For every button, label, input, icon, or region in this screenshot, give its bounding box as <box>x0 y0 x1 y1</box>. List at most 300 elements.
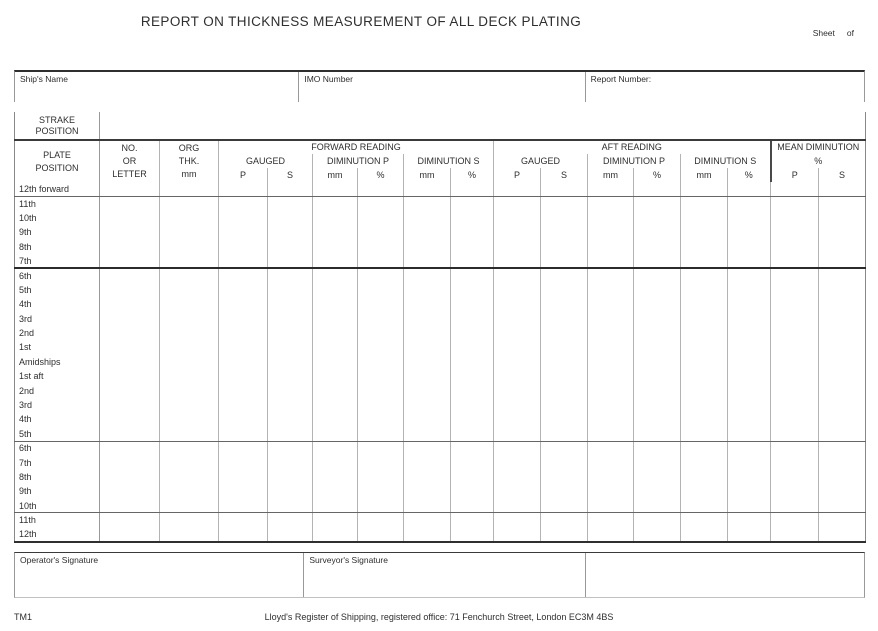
measurement-cell <box>819 513 866 527</box>
measurement-cell <box>219 268 268 282</box>
measurement-cell <box>358 470 404 484</box>
measurement-cell <box>494 427 541 441</box>
subheader-forward-gauged: GAUGED <box>219 154 313 168</box>
measurement-cell <box>268 312 313 326</box>
measurement-cell <box>160 383 219 397</box>
form-code: TM1 <box>14 612 32 622</box>
measurement-cell <box>451 182 494 196</box>
measurement-cell <box>404 182 451 196</box>
measurement-cell <box>404 283 451 297</box>
measurement-cell <box>819 283 866 297</box>
row-label: 9th <box>15 225 100 239</box>
measurement-cell <box>358 427 404 441</box>
measurement-cell <box>404 240 451 254</box>
measurement-cell <box>771 355 819 369</box>
measurement-cell <box>634 355 681 369</box>
measurement-cell <box>819 312 866 326</box>
measurement-cell <box>358 225 404 239</box>
measurement-cell <box>313 455 358 469</box>
measurement-cell <box>404 441 451 455</box>
measurement-cell <box>588 326 634 340</box>
row-label: 3rd <box>15 312 100 326</box>
measurement-cell <box>313 297 358 311</box>
measurement-cell <box>541 455 588 469</box>
measurement-cell <box>494 196 541 210</box>
unit-p: P <box>219 168 268 182</box>
measurement-cell <box>771 240 819 254</box>
measurement-cell <box>219 412 268 426</box>
measurement-cell <box>771 297 819 311</box>
measurement-cell <box>100 196 160 210</box>
measurement-cell <box>588 340 634 354</box>
measurement-cell <box>100 182 160 196</box>
measurement-cell <box>358 297 404 311</box>
measurement-cell <box>771 268 819 282</box>
measurement-cell <box>160 455 219 469</box>
table-row <box>15 527 866 541</box>
measurement-cell <box>728 441 771 455</box>
measurement-cell <box>681 268 728 282</box>
strake-position-empty-cell <box>100 112 866 140</box>
measurement-cell <box>268 211 313 225</box>
measurement-cell <box>404 268 451 282</box>
unit-mm: mm <box>404 168 451 182</box>
measurement-cell <box>219 211 268 225</box>
measurement-cell <box>541 355 588 369</box>
measurement-cell <box>588 412 634 426</box>
measurement-cell <box>634 484 681 498</box>
measurement-cell <box>268 513 313 527</box>
measurement-cell <box>268 412 313 426</box>
of-label: of <box>846 28 854 38</box>
measurement-cell <box>404 513 451 527</box>
measurement-cell <box>313 240 358 254</box>
measurement-cell <box>268 254 313 268</box>
measurement-cell <box>819 499 866 513</box>
measurement-cell <box>219 441 268 455</box>
measurement-cell <box>588 369 634 383</box>
measurement-cell <box>358 398 404 412</box>
measurement-cell <box>634 268 681 282</box>
measurement-cell <box>681 441 728 455</box>
measurement-cell <box>494 326 541 340</box>
measurement-cell <box>268 499 313 513</box>
subheader-aft-diminution-p: DIMINUTION P <box>588 154 681 168</box>
measurement-cell <box>100 499 160 513</box>
measurement-cell <box>268 283 313 297</box>
row-label: 11th <box>15 196 100 210</box>
measurement-cell <box>728 312 771 326</box>
measurement-cell <box>728 412 771 426</box>
unit-p: P <box>771 168 819 182</box>
measurement-cell <box>451 326 494 340</box>
measurement-cell <box>160 240 219 254</box>
page-title: REPORT ON THICKNESS MEASUREMENT OF ALL DECK PLATING <box>140 14 582 29</box>
measurement-cell <box>451 499 494 513</box>
measurement-cell <box>634 240 681 254</box>
col-header-no-or-letter: NO. OR LETTER <box>100 140 160 182</box>
table-row <box>15 513 866 527</box>
subheader-forward-diminution-p: DIMINUTION P <box>313 154 404 168</box>
measurement-cell <box>771 427 819 441</box>
measurement-cell <box>681 412 728 426</box>
measurement-cell <box>160 398 219 412</box>
ships-name-field <box>15 72 298 102</box>
measurement-cell <box>771 182 819 196</box>
table-row <box>15 369 866 383</box>
measurement-cell <box>100 369 160 383</box>
measurement-cell <box>100 513 160 527</box>
measurement-cell <box>819 412 866 426</box>
measurement-cell <box>819 225 866 239</box>
measurement-cell <box>494 254 541 268</box>
measurement-cell <box>728 484 771 498</box>
measurement-cell <box>100 283 160 297</box>
measurement-cell <box>219 355 268 369</box>
measurement-cell <box>541 527 588 541</box>
unit-pct: % <box>358 168 404 182</box>
measurement-cell <box>219 340 268 354</box>
measurement-cell <box>681 182 728 196</box>
measurement-cell <box>681 312 728 326</box>
table-row <box>15 240 866 254</box>
measurement-cell <box>100 312 160 326</box>
unit-s: S <box>819 168 866 182</box>
sheet-of <box>813 28 854 38</box>
measurement-cell <box>160 484 219 498</box>
measurement-cell <box>100 441 160 455</box>
measurement-cell <box>819 182 866 196</box>
measurement-cell <box>588 513 634 527</box>
measurement-cell <box>160 211 219 225</box>
measurement-cell <box>771 441 819 455</box>
measurement-cell <box>313 427 358 441</box>
row-label: 3rd <box>15 398 100 412</box>
measurement-cell <box>728 340 771 354</box>
measurement-cell <box>404 427 451 441</box>
measurement-cell <box>634 182 681 196</box>
row-label: 8th <box>15 470 100 484</box>
measurement-cell <box>219 499 268 513</box>
table-row <box>15 297 866 311</box>
measurement-cell <box>541 427 588 441</box>
measurement-cell <box>404 383 451 397</box>
unit-mm: mm <box>313 168 358 182</box>
row-label: 10th <box>15 211 100 225</box>
measurement-cell <box>681 369 728 383</box>
measurement-cell <box>819 369 866 383</box>
measurement-cell <box>268 470 313 484</box>
subheader-aft-gauged: GAUGED <box>494 154 588 168</box>
table-row <box>15 312 866 326</box>
table-row <box>15 412 866 426</box>
subheader-forward-diminution-s: DIMINUTION S <box>404 154 494 168</box>
measurement-cell <box>451 427 494 441</box>
measurement-cell <box>771 398 819 412</box>
measurement-cell <box>100 355 160 369</box>
measurement-cell <box>541 340 588 354</box>
measurement-cell <box>634 340 681 354</box>
measurement-cell <box>358 312 404 326</box>
measurement-cell <box>268 196 313 210</box>
measurement-cell <box>451 240 494 254</box>
measurement-cell <box>819 268 866 282</box>
measurement-cell <box>588 297 634 311</box>
measurement-cell <box>268 182 313 196</box>
measurement-cell <box>451 340 494 354</box>
measurement-cell <box>634 499 681 513</box>
measurement-cell <box>313 398 358 412</box>
measurement-cell <box>728 427 771 441</box>
measurement-cell <box>681 326 728 340</box>
signature-box <box>14 552 865 598</box>
measurement-cell <box>541 326 588 340</box>
measurement-cell <box>268 340 313 354</box>
group-header-aft-reading: AFT READING <box>494 140 771 154</box>
measurement-cell <box>681 470 728 484</box>
measurement-cell <box>268 297 313 311</box>
measurement-cell <box>404 211 451 225</box>
measurement-cell <box>681 427 728 441</box>
table-row <box>15 398 866 412</box>
measurement-cell <box>160 369 219 383</box>
measurement-cell <box>358 211 404 225</box>
measurement-cell <box>358 484 404 498</box>
measurement-cell <box>358 412 404 426</box>
measurement-cell <box>451 383 494 397</box>
measurement-cell <box>268 225 313 239</box>
measurement-cell <box>313 484 358 498</box>
measurement-cell <box>728 527 771 541</box>
col-header-org-thk: ORG THK. mm <box>160 140 219 182</box>
measurement-cell <box>681 355 728 369</box>
row-label: 6th <box>15 441 100 455</box>
measurement-cell <box>681 499 728 513</box>
report-number-label: Report Number: <box>590 74 652 84</box>
measurement-cell <box>313 196 358 210</box>
measurement-cell <box>634 297 681 311</box>
measurement-cell <box>771 513 819 527</box>
measurement-cell <box>358 513 404 527</box>
measurement-cell <box>588 268 634 282</box>
measurement-cell <box>588 484 634 498</box>
table-row <box>15 340 866 354</box>
measurement-cell <box>451 297 494 311</box>
measurement-cell <box>728 254 771 268</box>
measurement-cell <box>100 527 160 541</box>
measurement-cell <box>588 312 634 326</box>
measurement-cell <box>358 340 404 354</box>
measurement-cell <box>771 455 819 469</box>
sheet-label: Sheet <box>812 28 835 38</box>
measurement-cell <box>819 527 866 541</box>
measurement-cell <box>819 297 866 311</box>
measurement-cell <box>771 383 819 397</box>
measurement-cell <box>219 484 268 498</box>
measurement-cell <box>404 340 451 354</box>
row-label: 5th <box>15 427 100 441</box>
row-label: 8th <box>15 240 100 254</box>
measurement-cell <box>160 283 219 297</box>
measurement-cell <box>313 312 358 326</box>
measurement-cell <box>160 513 219 527</box>
measurement-cell <box>404 326 451 340</box>
measurement-cell <box>541 268 588 282</box>
measurement-cell <box>771 412 819 426</box>
measurement-cell <box>313 355 358 369</box>
measurement-cell <box>160 312 219 326</box>
measurement-cell <box>160 254 219 268</box>
row-label: 6th <box>15 268 100 282</box>
measurement-cell <box>219 398 268 412</box>
subheader-mean-percent: % <box>771 154 866 168</box>
measurement-cell <box>160 182 219 196</box>
measurement-cell <box>160 297 219 311</box>
measurement-cell <box>728 499 771 513</box>
measurement-cell <box>541 369 588 383</box>
operator-signature-field <box>15 553 303 597</box>
measurement-cell <box>588 470 634 484</box>
measurement-cell <box>313 340 358 354</box>
measurement-cell <box>728 196 771 210</box>
row-label: 12th <box>15 527 100 541</box>
measurement-cell <box>819 398 866 412</box>
measurement-cell <box>404 196 451 210</box>
row-label: 12th forward <box>15 182 100 196</box>
measurement-cell <box>160 499 219 513</box>
table-row <box>15 211 866 225</box>
group-header-forward-reading: FORWARD READING <box>219 140 494 154</box>
measurement-cell <box>728 455 771 469</box>
measurement-cell <box>451 513 494 527</box>
measurement-cell <box>100 225 160 239</box>
table-row <box>15 484 866 498</box>
measurement-cell <box>494 470 541 484</box>
measurement-cell <box>494 455 541 469</box>
report-number-field <box>585 72 864 102</box>
measurement-cell <box>219 297 268 311</box>
measurement-cell <box>494 412 541 426</box>
measurement-cell <box>541 297 588 311</box>
measurement-cell <box>681 383 728 397</box>
row-label: 2nd <box>15 326 100 340</box>
measurement-cell <box>819 340 866 354</box>
measurement-cell <box>268 484 313 498</box>
measurement-cell <box>219 383 268 397</box>
measurement-cell <box>358 355 404 369</box>
measurement-cell <box>728 470 771 484</box>
measurement-cell <box>451 211 494 225</box>
measurement-cell <box>268 240 313 254</box>
measurement-cell <box>728 369 771 383</box>
measurement-cell <box>588 499 634 513</box>
measurement-cell <box>634 283 681 297</box>
measurement-cell <box>451 312 494 326</box>
measurement-cell <box>404 312 451 326</box>
measurement-cell <box>404 254 451 268</box>
measurement-cell <box>728 268 771 282</box>
measurement-cell <box>358 499 404 513</box>
measurement-cell <box>588 441 634 455</box>
measurement-cell <box>219 283 268 297</box>
measurement-cell <box>728 383 771 397</box>
measurement-cell <box>728 513 771 527</box>
surveyor-signature-label: Surveyor's Signature <box>309 555 388 565</box>
measurement-cell <box>358 283 404 297</box>
measurement-cell <box>219 470 268 484</box>
row-label: Amidships <box>15 355 100 369</box>
measurement-cell <box>541 383 588 397</box>
measurement-cell <box>451 441 494 455</box>
measurement-cell <box>100 383 160 397</box>
measurement-cell <box>634 455 681 469</box>
measurement-cell <box>728 182 771 196</box>
measurement-cell <box>219 196 268 210</box>
measurement-cell <box>219 312 268 326</box>
measurement-cell <box>358 527 404 541</box>
unit-pct: % <box>728 168 771 182</box>
measurement-cell <box>588 355 634 369</box>
measurement-cell <box>160 326 219 340</box>
unit-mm: mm <box>588 168 634 182</box>
measurement-cell <box>494 340 541 354</box>
table-row <box>15 499 866 513</box>
unit-pct: % <box>451 168 494 182</box>
measurement-cell <box>358 196 404 210</box>
measurement-cell <box>588 283 634 297</box>
measurement-cell <box>313 441 358 455</box>
group-header-mean-diminution: MEAN DIMINUTION <box>771 140 866 154</box>
measurement-cell <box>219 225 268 239</box>
measurement-cell <box>404 225 451 239</box>
measurement-cell <box>588 398 634 412</box>
measurement-cell <box>541 254 588 268</box>
row-label: 5th <box>15 283 100 297</box>
measurement-cell <box>313 470 358 484</box>
measurement-cell <box>541 484 588 498</box>
measurement-cell <box>494 182 541 196</box>
measurement-cell <box>771 196 819 210</box>
measurement-cell <box>494 513 541 527</box>
measurement-cell <box>268 383 313 397</box>
measurement-cell <box>819 326 866 340</box>
measurement-cell <box>160 196 219 210</box>
table-row <box>15 182 866 196</box>
table-row <box>15 326 866 340</box>
measurement-cell <box>634 312 681 326</box>
measurement-cell <box>681 455 728 469</box>
measurement-cell <box>541 470 588 484</box>
measurement-cell <box>494 441 541 455</box>
measurement-cell <box>819 484 866 498</box>
measurement-cell <box>219 513 268 527</box>
measurement-cell <box>219 326 268 340</box>
measurement-cell <box>404 369 451 383</box>
measurement-cell <box>451 268 494 282</box>
measurement-cell <box>268 369 313 383</box>
measurement-cell <box>160 427 219 441</box>
table-row <box>15 441 866 455</box>
unit-p: P <box>494 168 541 182</box>
measurement-cell <box>313 527 358 541</box>
measurement-cell <box>634 326 681 340</box>
measurement-cell <box>771 312 819 326</box>
measurement-cell <box>819 355 866 369</box>
row-label: 11th <box>15 513 100 527</box>
measurement-cell <box>819 427 866 441</box>
footer-text: Lloyd's Register of Shipping, registered office: 71 Fenchurch Street, London EC3M 4BS <box>264 612 614 622</box>
measurement-cell <box>404 527 451 541</box>
